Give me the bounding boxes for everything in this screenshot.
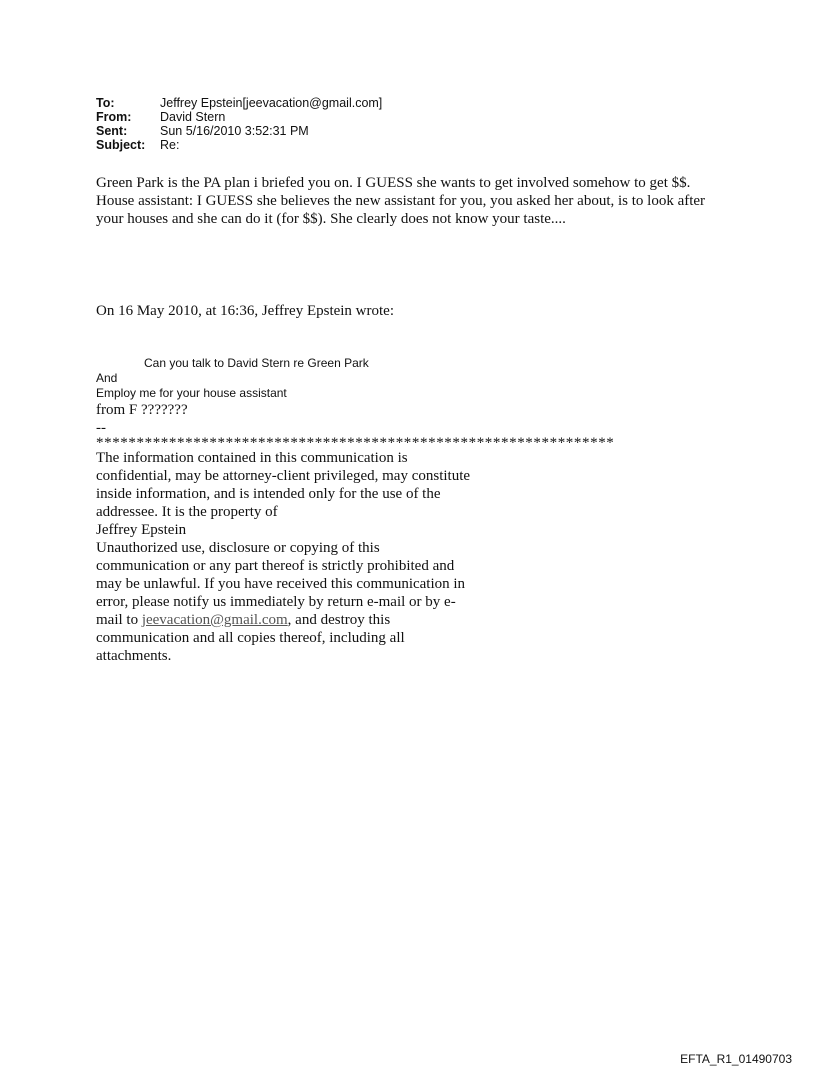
email-headers [96, 96, 382, 152]
sent-row [96, 124, 382, 138]
disclaimer-text-3: , and destroy this communication and all copies thereof, including all attachments. [96, 612, 405, 664]
quoted-message [96, 356, 614, 665]
subject-label: Subject: [96, 138, 146, 152]
quoted-line-3: Employ me for your house assistant [96, 386, 287, 400]
signature-separator: -- [96, 420, 106, 436]
body-paragraph-2: House assistant: I GUESS she believes the new assistant for you, you asked her about, is to look after your houses and she can do it (for $$). She clearly does not know your taste.... [96, 193, 706, 227]
disclaimer-email-link[interactable]: jeevacation@gmail.com [141, 612, 288, 628]
email-body [96, 174, 736, 228]
stars-divider: **************************************************************** [96, 435, 615, 451]
to-label: To: [96, 96, 115, 110]
quoted-line-1: Can you talk to David Stern re Green Park [144, 356, 369, 370]
disclaimer-name: Jeffrey Epstein [96, 522, 187, 538]
sent-label: Sent: [96, 124, 128, 138]
from-label: From: [96, 110, 132, 124]
subject-row [96, 138, 382, 152]
disclaimer-text-2: Unauthorized use, disclosure or copying of this communication or any part thereof is strictly prohibited and may be unlawful. If you have received this communication in error, please notify us immediately by return e-mail or by e-mail to [96, 540, 466, 628]
quoted-line-4: from F ??????? [96, 402, 188, 418]
document-id: EFTA_R1_01490703 [680, 1052, 792, 1066]
from-row [96, 110, 382, 124]
quote-attribution: On 16 May 2010, at 16:36, Jeffrey Epstein wrote: [96, 303, 395, 319]
sent-value: Sun 5/16/2010 3:52:31 PM [160, 124, 309, 138]
to-value: Jeffrey Epstein[jeevacation@gmail.com] [160, 96, 383, 110]
from-value: David Stern [160, 110, 226, 124]
disclaimer [96, 449, 476, 665]
disclaimer-text-1: The information contained in this communication is confidential, may be attorney-client privileged, may constitute inside information, and is intended only for the use of the addressee. It is the property of [96, 450, 471, 520]
to-row [96, 96, 382, 110]
quoted-line-2: And [96, 371, 118, 385]
subject-value: Re: [160, 138, 180, 152]
body-paragraph-1: Green Park is the PA plan i briefed you on. I GUESS she wants to get involved somehow to get $$. [96, 175, 691, 191]
